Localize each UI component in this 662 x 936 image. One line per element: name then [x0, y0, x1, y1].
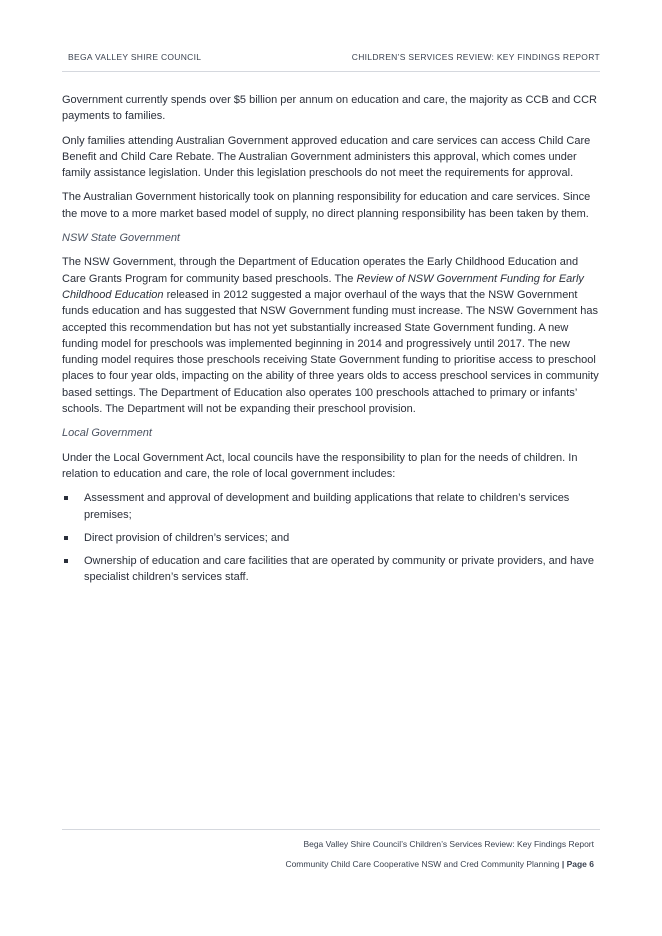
review-title: Review of NSW Government Funding for Early Childhood Education	[62, 272, 584, 301]
footer-credits	[285, 859, 594, 869]
paragraph-planning: The Australian Government historically took on planning responsibility for education and care services. Since the move to a more market based model of supply, no direct planning responsibility has been taken by them.	[62, 191, 591, 220]
bullet-icon	[64, 559, 68, 563]
list-item	[62, 553, 600, 586]
header-report-title: CHILDREN’S SERVICES REVIEW: KEY FINDINGS REPORT	[351, 52, 600, 62]
page-number: Page 6	[566, 859, 594, 869]
list-item-text: Ownership of education and care facilities that are operated by community or private providers, and have specialist children’s services staff.	[84, 555, 594, 584]
subheading-local-government: Local Government	[62, 427, 152, 440]
footer-divider	[62, 829, 600, 830]
header-council-name: BEGA VALLEY SHIRE COUNCIL	[68, 52, 202, 62]
bullet-list	[62, 490, 600, 585]
paragraph-approval: Only families attending Australian Government approved education and care services can access Child Care Benefit and Child Care Rebate. The Australian Government administers this approval, which comes under family assistance legislation. Under this legislation preschools do not meet the requirements for approval.	[62, 134, 591, 180]
paragraph-nsw-government	[62, 254, 600, 417]
list-item	[62, 530, 600, 546]
page-header	[62, 52, 600, 66]
footer-report-title: Bega Valley Shire Council’s Children’s Services Review: Key Findings Report	[303, 839, 594, 849]
header-divider	[62, 71, 600, 72]
paragraph-funding: Government currently spends over $5 billion per annum on education and care, the majority as CCB and CCR payments to families.	[62, 94, 597, 123]
footer-authors: Community Child Care Cooperative NSW and Cred Community Planning	[285, 859, 560, 869]
paragraph-local-government: Under the Local Government Act, local councils have the responsibility to plan for the needs of children. In relation to education and care, the role of local government includes:	[62, 451, 578, 480]
paragraph-nsw-text-start: The NSW Government, through the Department of Education operates the Early Childhood Education and Care Grants Program for community based preschools. The	[62, 256, 579, 285]
subheading-nsw-state-government: NSW State Government	[62, 232, 180, 245]
list-item	[62, 490, 600, 523]
bullet-icon	[64, 536, 68, 540]
document-body	[62, 92, 600, 593]
paragraph-nsw-text-end: released in 2012 suggested a major overhaul of the ways that the NSW Government funds education and has suggested that NSW Government funding must increase. The NSW Government has accepted this recommendation but has not yet substantially increased State Government funding. A new funding model for preschools was implemented beginning in 2014 and progressively until 2017. The new funding model requires those preschools receiving State Government funding to prioritise access to preschool places to four year olds, impacting on the ability of three years olds to access preschool services in community based settings. The Department of Education also operates 100 preschools attached to primary or infants’ schools. The Department will not be expanding their preschool provision.	[62, 288, 599, 416]
list-item-text: Assessment and approval of development and building applications that relate to children’s services premises;	[84, 492, 570, 521]
list-item-text: Direct provision of children’s services; and	[84, 531, 290, 544]
footer-separator: |	[561, 859, 565, 869]
bullet-icon	[64, 496, 68, 500]
